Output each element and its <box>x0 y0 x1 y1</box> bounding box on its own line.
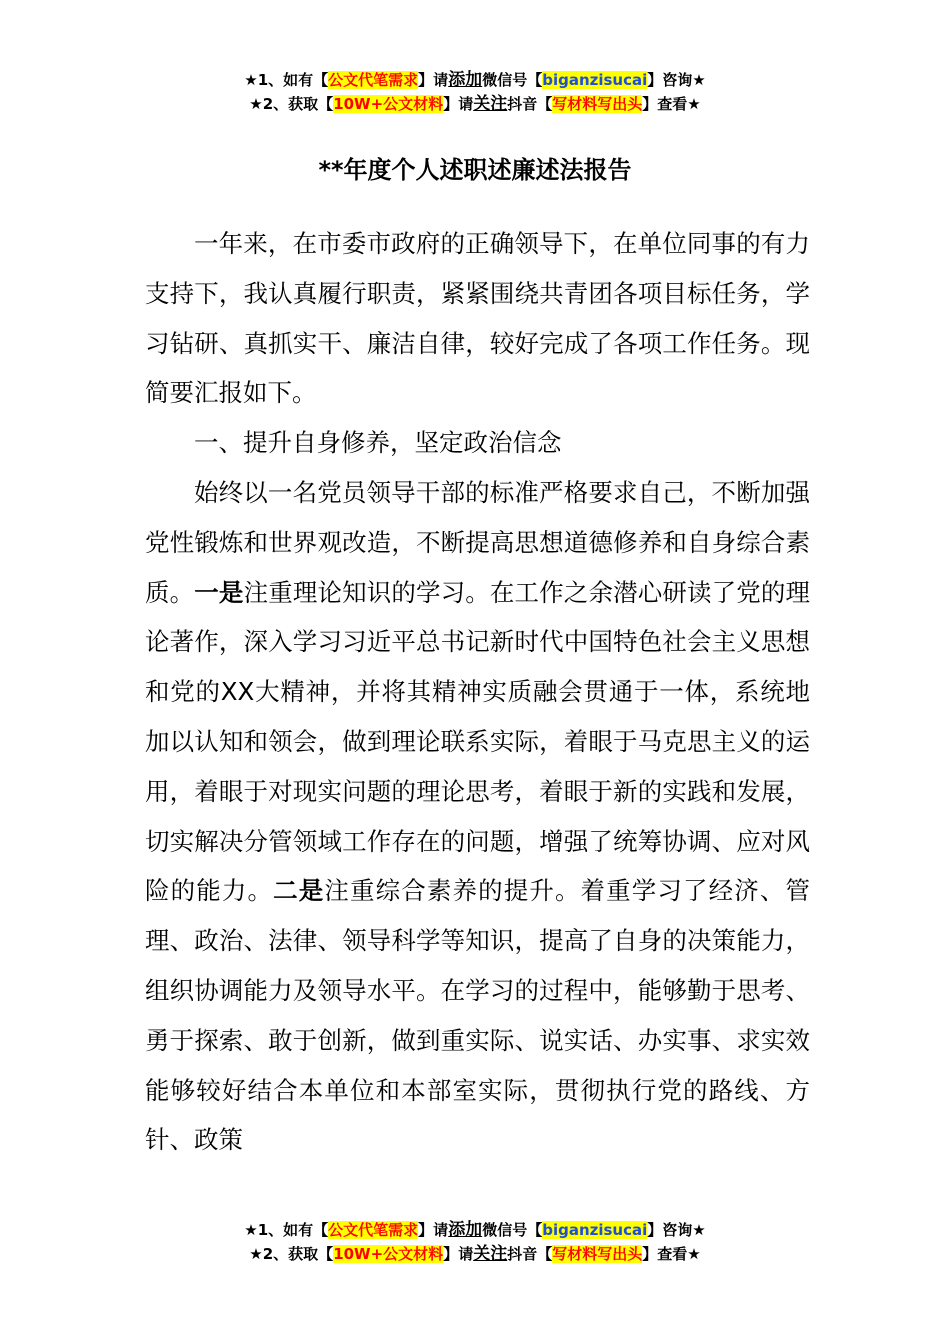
wechat-id: biganzisucai <box>542 1221 648 1239</box>
highlight-service: 公文代笔需求 <box>328 71 419 89</box>
bold-second: 二是 <box>273 876 325 906</box>
bold-first: 一是 <box>194 577 244 607</box>
highlight-materials: 10W+公文材料 <box>333 95 444 113</box>
highlight-materials: 10W+公文材料 <box>333 1245 444 1263</box>
douyin-id: 写材料写出头 <box>552 95 643 113</box>
document-body <box>145 219 810 1165</box>
underline-add: 添加 <box>448 70 483 90</box>
underline-add: 添加 <box>448 1220 483 1240</box>
wechat-id: biganzisucai <box>542 71 648 89</box>
bottom-banner <box>0 1218 950 1266</box>
underline-follow: 关注 <box>473 1244 508 1264</box>
banner-line-2: ★2、获取【10W+公文材料】请关注抖音【写材料写出头】查看★ <box>249 1244 701 1264</box>
highlight-service: 公文代笔需求 <box>328 1221 419 1239</box>
banner-line-1: ★1、如有【公文代笔需求】请添加微信号【biganzisucai】咨询★ <box>244 70 706 90</box>
section-heading-1: 一、提升自身修养，坚定政治信念 <box>194 428 562 458</box>
douyin-id: 写材料写出头 <box>552 1245 643 1263</box>
banner-line-2: ★2、获取【10W+公文材料】请关注抖音【写材料写出头】查看★ <box>249 94 701 114</box>
banner-line-1: ★1、如有【公文代笔需求】请添加微信号【biganzisucai】咨询★ <box>244 1220 706 1240</box>
document-title: **年度个人述职述廉述法报告 <box>318 156 632 184</box>
paragraph-section-1: 始终以一名党员领导干部的标准严格要求自己，不断加强党性锻炼和世界观改造，不断提高思想道德修养和自身综合素质。一是注重理论知识的学习。在工作之余潜心研读了党的理论著作，深入学习习近平总书记新时代中国特色社会主义思想和党的XX大精神，并将其精神实质融会贯通于一体，系统地加以认知和领会，做到理论联系实际，着眼于马克思主义的运用，着眼于对现实问题的理论思考，着眼于新的实践和发展，切实解决分管领域工作存在的问题，增强了统筹协调、应对风险的能力。二是注重综合素养的提升。着重学习了经济、管理、政治、法律、领导科学等知识，提高了自身的决策能力，组织协调能力及领导水平。在学习的过程中，能够勤于思考、勇于探索、敢于创新，做到重实际、说实话、办实事、求实效能够较好结合本单位和本部室实际，贯彻执行党的路线、方针、政策 <box>145 477 811 1155</box>
underline-follow: 关注 <box>473 94 508 114</box>
top-banner <box>0 68 950 116</box>
paragraph-intro: 一年来，在市委市政府的正确领导下，在单位同事的有力支持下，我认真履行职责，紧紧围绕共青团各项目标任务，学习钻研、真抓实干、廉洁自律，较好完成了各项工作任务。现简要汇报如下。 <box>145 229 810 408</box>
